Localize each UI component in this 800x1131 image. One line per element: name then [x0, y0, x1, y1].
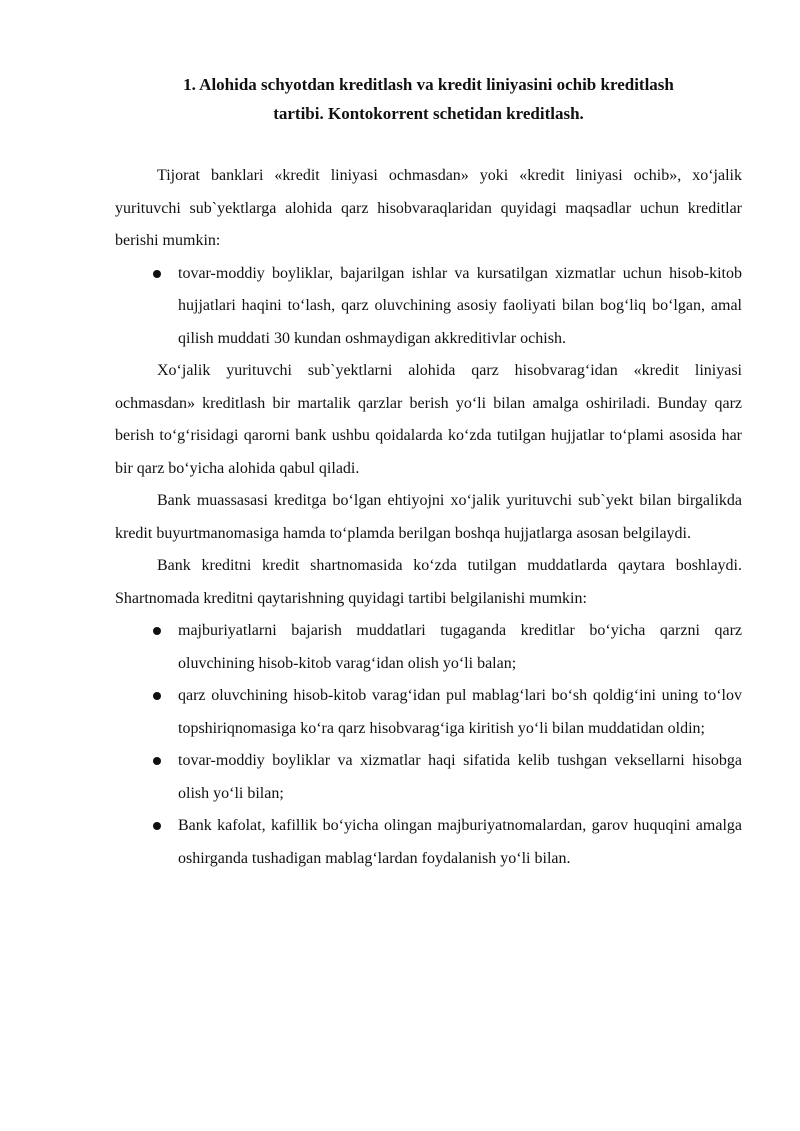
- repayment-list: [115, 615, 742, 875]
- bullet-icon: [153, 270, 161, 278]
- list-item: [115, 680, 742, 745]
- paragraph-repayment: Bank kreditni kredit shartnomasida ko‘zda tutilgan muddatlarda qaytara boshlaydi. Shartnomada kreditni qaytarishning quyidagi tartibi belgilanishi mumkin:: [115, 557, 742, 607]
- list-item: [115, 615, 742, 680]
- purpose-list: [115, 258, 742, 356]
- bullet-icon: [153, 822, 161, 830]
- list-item-text: tovar-moddiy boyliklar va xizmatlar haqi sifatida kelib tushgan veksellarni hisobga olish yo‘li bilan;: [178, 752, 742, 802]
- paragraph-credit-need: Bank muassasasi kreditga bo‘lgan ehtiyojni xo‘jalik yurituvchi sub`yekt bilan birgalikda kredit buyurtmanomasiga hamda to‘plamda berilgan boshqa hujjatlarga asosan belgilaydi.: [115, 492, 742, 542]
- title-line-2: tartibi. Kontokorrent schetidan kreditlash.: [273, 104, 584, 123]
- list-item: [115, 745, 742, 810]
- paragraph-one-time-loans: Xo‘jalik yurituvchi sub`yektlarni alohida qarz hisobvarag‘idan «kredit liniyasi ochmasdan» kreditlash bir martalik qarzlar berish yo‘li bilan amalga oshiriladi. Bunday qarz berish to‘g‘risidagi qarorni bank ushbu qoidalarda ko‘zda tutilgan hujjatlar to‘plami asosida har bir qarz bo‘yicha alohida qabul qiladi.: [115, 362, 742, 477]
- list-item-text: qarz oluvchining hisob-kitob varag‘idan pul mablag‘lari bo‘sh qoldig‘ini uning to‘lov topshiriqnomasiga ko‘ra qarz hisobvarag‘iga kiritish yo‘li bilan muddatidan oldin;: [178, 687, 742, 737]
- bullet-icon: [153, 627, 161, 635]
- bullet-icon: [153, 757, 161, 765]
- section-title: [115, 70, 742, 128]
- list-item: [115, 258, 742, 356]
- list-item-text: Bank kafolat, kafillik bo‘yicha olingan majburiyatnomalardan, garov huquqini amalga oshirganda tushadigan mablag‘lardan foydalanish yo‘li bilan.: [178, 817, 742, 867]
- list-item-text: tovar-moddiy boyliklar, bajarilgan ishlar va kursatilgan xizmatlar uchun hisob-kitob hujjatlari haqini to‘lash, qarz oluvchining asosiy faoliyati bilan bog‘liq bo‘lgan, amal qilish muddati 30 kundan oshmaydigan akkreditivlar ochish.: [178, 264, 742, 347]
- document-page: [115, 70, 742, 875]
- paragraph-intro: Tijorat banklari «kredit liniyasi ochmasdan» yoki «kredit liniyasi ochib», xo‘jalik yurituvchi sub`yektlarga alohida qarz hisobvaraqlaridan quyidagi maqsadlar uchun kreditlar berishi mumkin:: [115, 167, 742, 249]
- title-line-1: 1. Alohida schyotdan kreditlash va kredit liniyasini ochib kreditlash: [183, 75, 674, 94]
- bullet-icon: [153, 692, 161, 700]
- list-item: [115, 810, 742, 875]
- list-item-text: majburiyatlarni bajarish muddatlari tugaganda kreditlar bo‘yicha qarzni qarz oluvchining hisob-kitob varag‘idan olish yo‘li balan;: [178, 622, 742, 672]
